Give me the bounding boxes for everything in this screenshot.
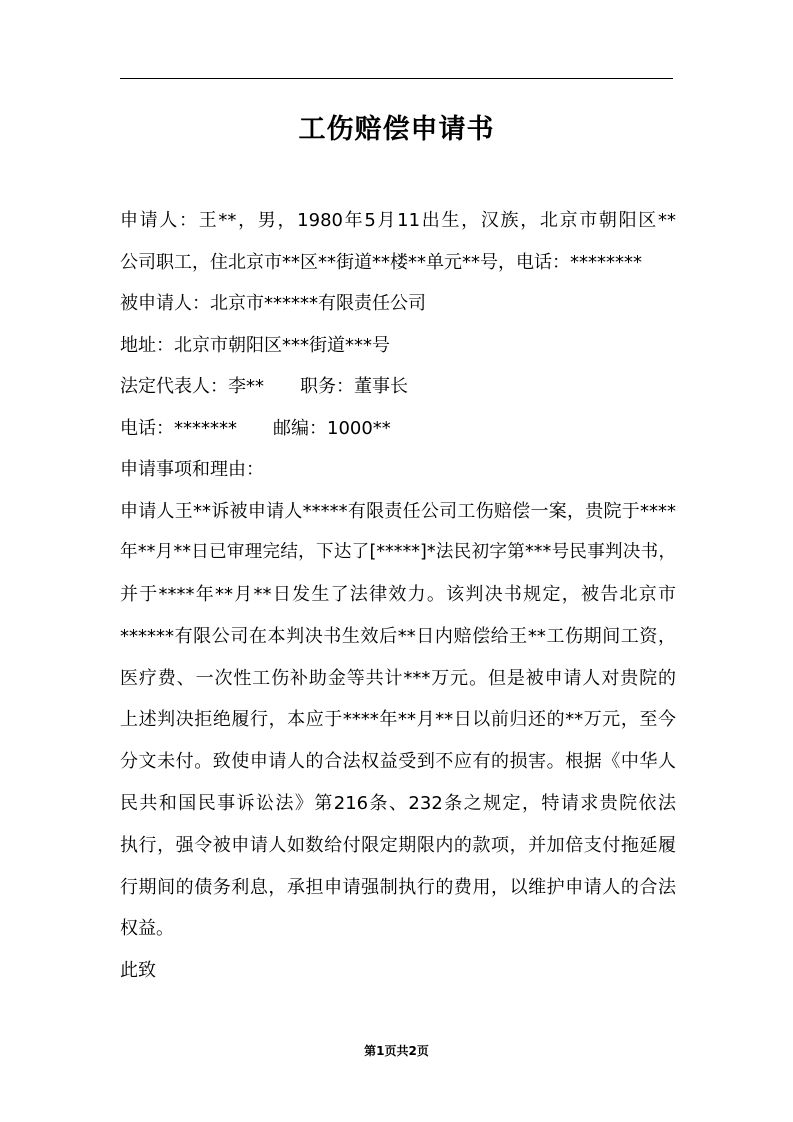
applicant-line-2: 公司职工，住北京市**区**街道**楼**单元**号，电话：******** xyxy=(120,251,642,273)
body-line: 民共和国民事诉讼法》第216条、232条之规定，特请求贵院依法 xyxy=(120,793,676,815)
phone: 电话：******* xyxy=(120,417,237,439)
body-line: 并于****年**月**日发生了法律效力。该判决书规定，被告北京市 xyxy=(120,584,676,606)
body-line: 申请人王**诉被申请人*****有限责任公司工伤赔偿一案，贵院于**** xyxy=(120,500,676,522)
address-line: 地址：北京市朝阳区***街道***号 xyxy=(120,334,390,356)
body-line: 年**月**日已审理完结，下达了[*****]*法民初字第***号民事判决书， xyxy=(120,542,676,563)
header-rule xyxy=(120,78,673,79)
body-line: 医疗费、一次性工伤补助金等共计***万元。但是被申请人对贵院的 xyxy=(120,667,676,689)
position: 职务：董事长 xyxy=(300,376,408,397)
closing-line: 此致 xyxy=(120,960,156,982)
contact-row xyxy=(120,408,676,450)
document-title: 工伤赔偿申请书 xyxy=(298,114,495,145)
page-indicator: 第1页共2页 xyxy=(364,1044,429,1058)
body-line: 上述判决拒绝履行，本应于****年**月**日以前归还的**万元，至今 xyxy=(120,709,676,731)
body-line: ******有限公司在本判决书生效后**日内赔偿给王**工伤期间工资， xyxy=(120,625,676,647)
applicant-line-1: 申请人：王**，男，1980年5月11出生，汉族，北京市朝阳区** xyxy=(120,210,676,231)
respondent-line: 被申请人：北京市******有限责任公司 xyxy=(120,293,426,314)
body-line: 分文未付。致使申请人的合法权益受到不应有的损害。根据《中华人 xyxy=(120,751,676,773)
document-body xyxy=(120,200,676,992)
legal-rep: 法定代表人：李** xyxy=(120,376,264,397)
matters-heading: 申请事项和理由： xyxy=(120,459,264,480)
body-line-last: 权益。 xyxy=(120,918,174,940)
body-line: 行期间的债务利息，承担申请强制执行的费用，以维护申请人的合法 xyxy=(120,876,676,898)
legal-rep-row xyxy=(120,366,676,408)
body-line: 执行，强令被申请人如数给付限定期限内的款项，并加倍支付拖延履 xyxy=(120,834,676,856)
postcode: 邮编：1000** xyxy=(273,417,391,439)
